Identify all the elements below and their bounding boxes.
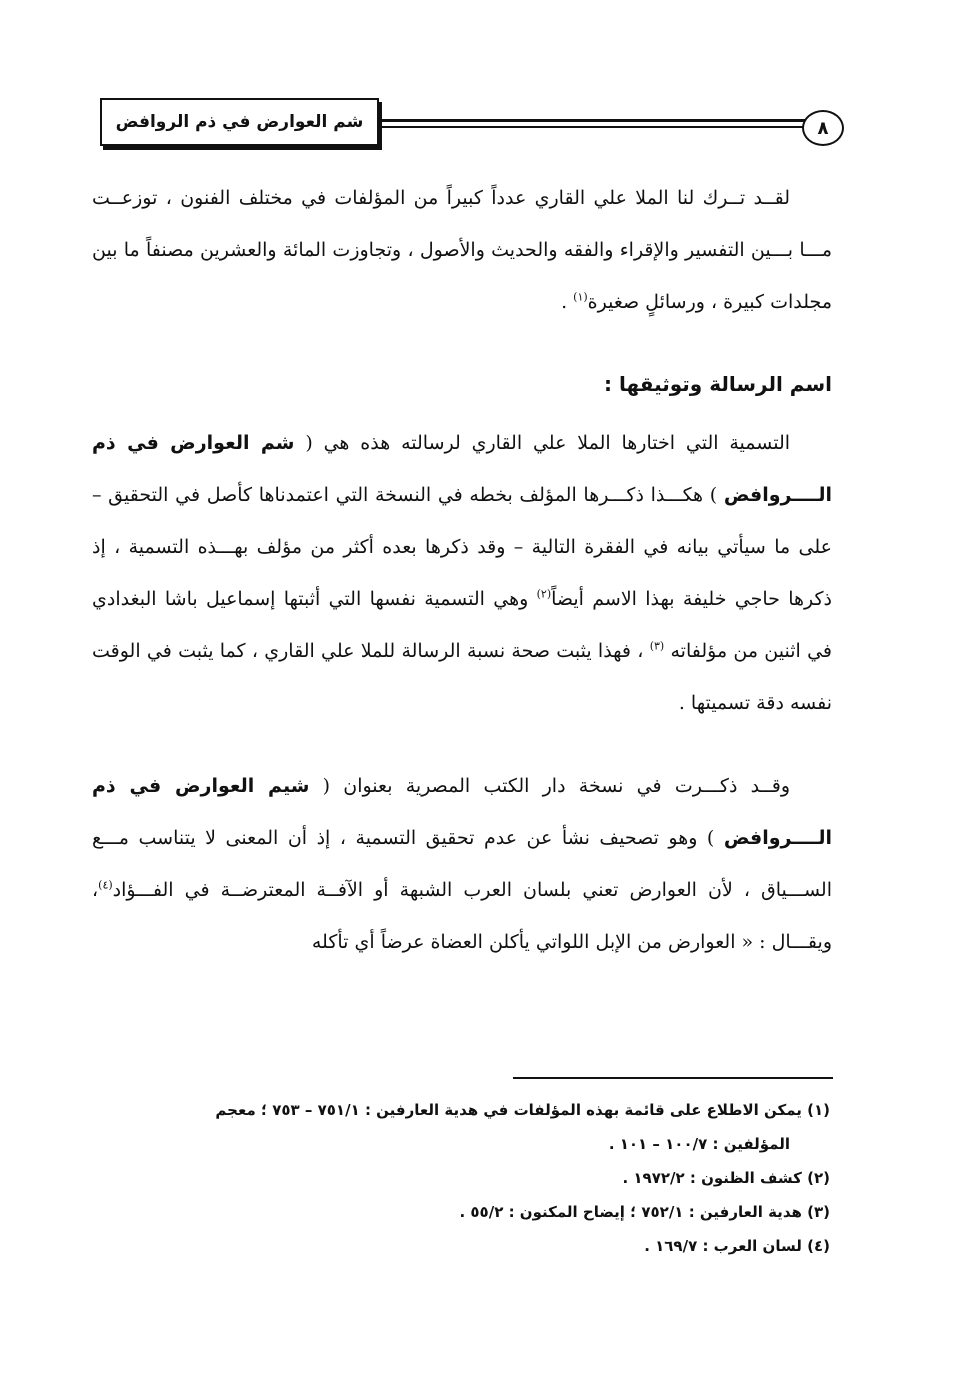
paragraph-3-text-b: ) وهو تصحيف نشأ عن عدم تحقيق التسمية ، إذ أن المعنى لا يتناسب مـــع الســـياق ، لأن العوارض تعني بلسان العرب الشبهة أو الآفــة المعترضــة في الفـــؤاد: [92, 827, 832, 901]
paragraph-1-text: لقــد تــرك لنا الملا علي القاري عدداً كبيراً من المؤلفات في مختلف الفنون ، توزعــت مـــا بـــين التفسير والإقراء والفقه والحديث والأصول ، وتجاوزت المائة والعشرين مصنفاً ما بين مجلدات كبيرة ، ورسائلٍ صغيرة: [92, 187, 832, 313]
footnote-1: [90, 1093, 830, 1127]
paragraph-2-text-a: التسمية التي اختارها الملا علي القاري لرسالته هذه هي (: [294, 432, 791, 454]
section-heading: اسم الرسالة وتوثيقها :: [604, 372, 832, 396]
footnote-text: لسان العرب : ١٦٩/٧ .: [644, 1237, 802, 1255]
header-rule-thick: [378, 119, 806, 122]
footnote-3: [90, 1195, 830, 1229]
paragraph-1: [92, 172, 832, 328]
running-title-box: [100, 98, 379, 146]
footnote-text: كشف الظنون : ١٩٧٢/٢ .: [622, 1169, 802, 1187]
footnote-ref-4: (٤): [98, 878, 113, 892]
page-number: ٨: [817, 117, 829, 139]
footnotes: [90, 1093, 830, 1263]
paragraph-2-text-c: وهي التسمية نفسها التي أثبتها إسماعيل باشا البغدادي في اثنين من مؤلفاته: [92, 588, 832, 662]
footnote-1-continued: [90, 1127, 830, 1161]
footnote-text: يمكن الاطلاع على قائمة بهذه المؤلفات في هدية العارفين : ٧٥١/١ – ٧٥٣ ؛ معجم: [215, 1101, 802, 1119]
footnote-4: [90, 1229, 830, 1263]
footnote-separator: [513, 1077, 833, 1079]
footnote-number: (٢): [807, 1169, 830, 1187]
header-rule-thin: [378, 126, 806, 128]
footnote-2: [90, 1161, 830, 1195]
footnote-ref-3: (٣): [649, 639, 665, 653]
footnote-number: (٣): [807, 1203, 830, 1221]
running-title: شم العوارض في ذم الروافض: [115, 112, 364, 132]
paragraph-2: [92, 417, 832, 729]
treatise-title: شم العوارض في ذم الــــروافض: [92, 432, 832, 506]
footnote-ref-1: (١): [573, 290, 588, 304]
paragraph-1-end: .: [561, 291, 574, 313]
paragraph-3-text-c: ، ويقـــال : « العوارض من الإبل اللواتي يأكلن العضاة عرضاً أي تأكله: [92, 879, 832, 953]
variant-title: شيم العوارض في ذم الــــروافض: [92, 775, 832, 849]
footnote-number: (١): [807, 1101, 830, 1119]
footnote-number: (٤): [807, 1237, 830, 1255]
footnote-text: هدية العارفين : ٧٥٢/١ ؛ إيضاح المكنون : ٥٥/٢ .: [459, 1203, 802, 1221]
paragraph-2-text-d: ، فهذا يثبت صحة نسبة الرسالة للملا علي القاري ، كما يثبت في الوقت نفسه دقة تسميتها .: [92, 640, 832, 714]
page-number-circle: [802, 110, 844, 146]
paragraph-2-text-b: ) هكـــذا ذكـــرها المؤلف بخطه في النسخة التي اعتمدناها كأصل في التحقيق – على ما سيأتي بيانه في الفقرة التالية – وقد ذكرها بعده أكثر من مؤلف بهـــذه التسمية ، إذ ذكرها حاجي خليفة بهذا الاسم أيضاً: [92, 484, 832, 610]
footnote-ref-2: (٢): [536, 587, 552, 601]
paragraph-3: [92, 760, 832, 968]
paragraph-3-text-a: وقــد ذكـــرت في نسخة دار الكتب المصرية بعنوان (: [309, 775, 790, 797]
footnote-text: المؤلفين : ١٠٠/٧ – ١٠١ .: [608, 1135, 790, 1153]
